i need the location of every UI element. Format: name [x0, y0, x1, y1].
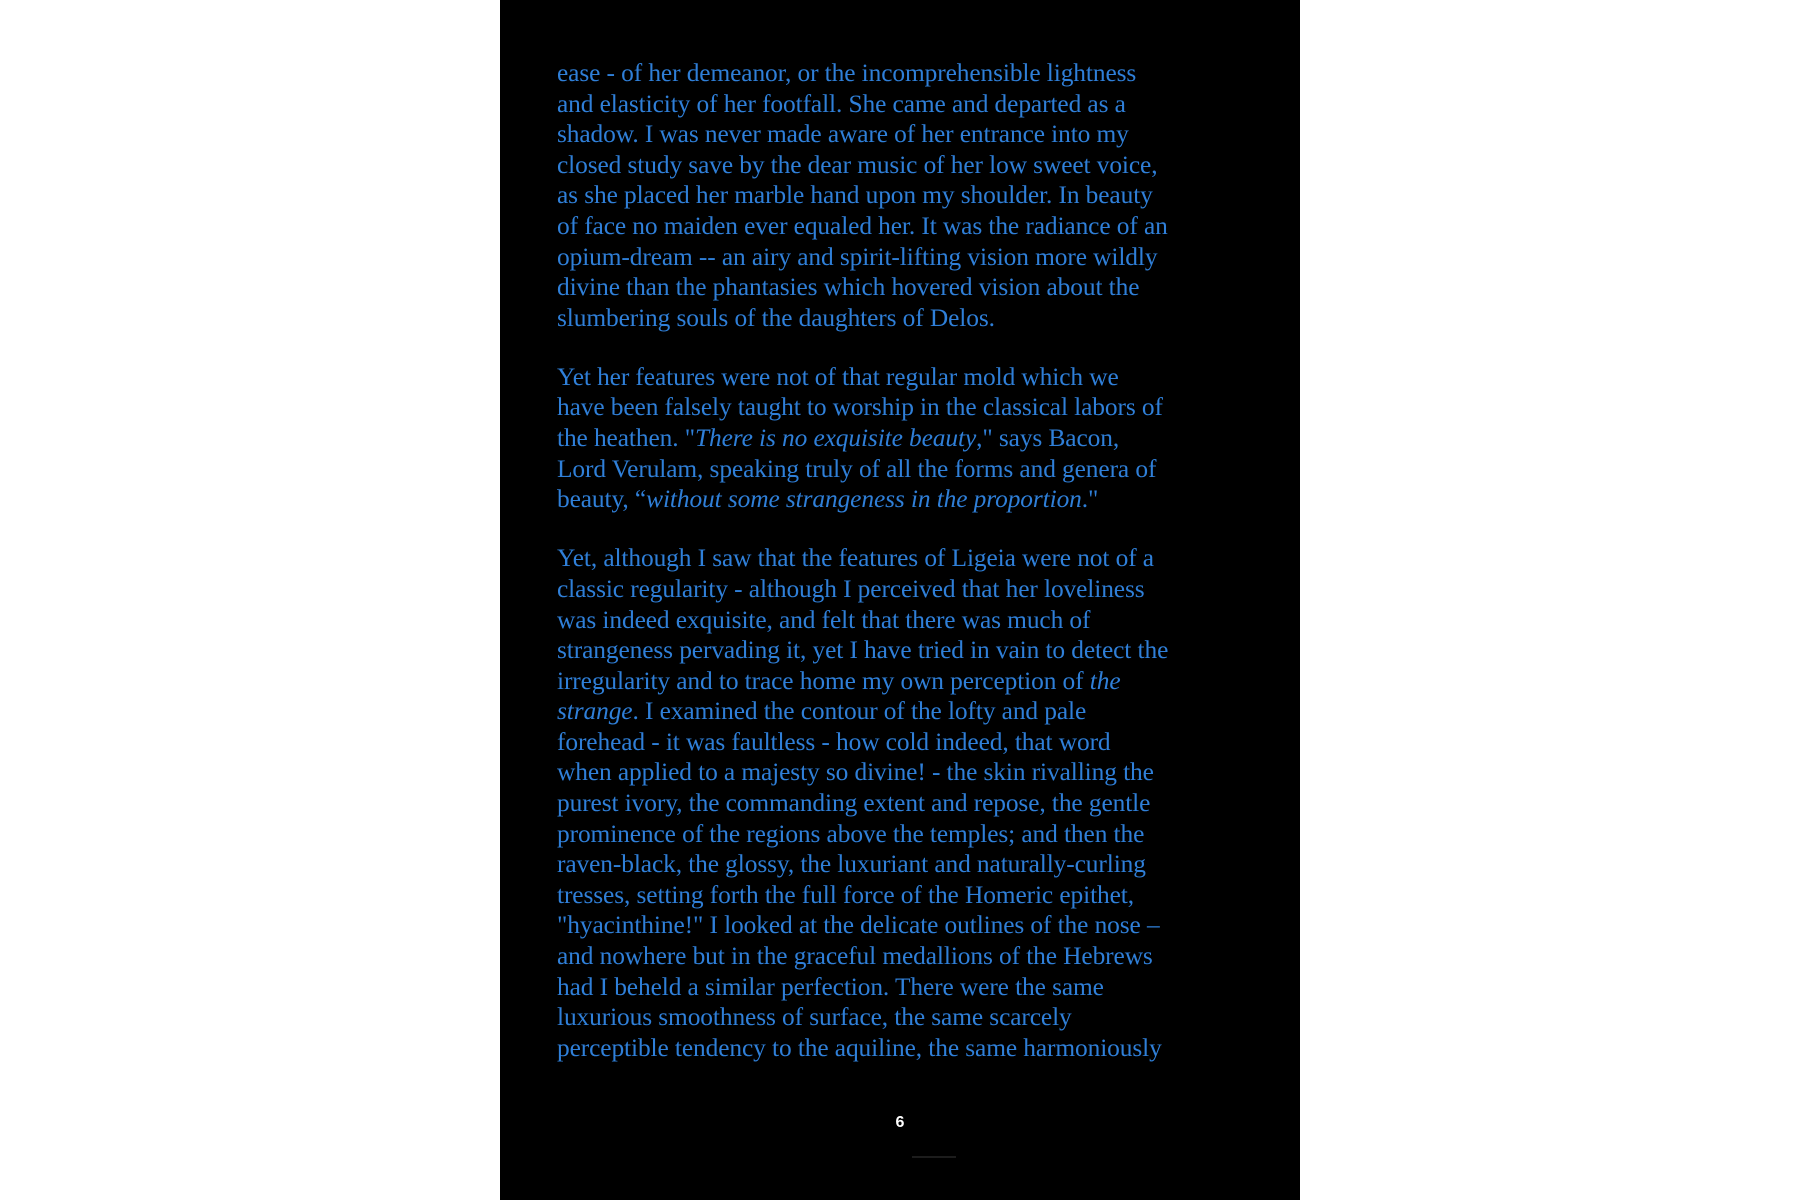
text-run: closed study save by the dear music of her low sweet voice, [557, 150, 1158, 179]
text-run: strangeness pervading it, yet I have tried in vain to detect the [557, 636, 1169, 665]
text-line [557, 484, 1257, 515]
text-line [557, 788, 1257, 819]
text-run: shadow. I was never made aware of her entrance into my [557, 120, 1129, 149]
text-line [557, 1033, 1257, 1064]
text-run: and elasticity of her footfall. She came and departed as a [557, 89, 1126, 118]
text-line [557, 392, 1257, 423]
text-run: perceptible tendency to the aquiline, the same harmoniously [557, 1033, 1162, 1062]
text-line [557, 635, 1257, 666]
text-run: when applied to a majesty so divine! - the skin rivalling the [557, 758, 1154, 787]
text-run: irregularity and to trace home my own perception of [557, 666, 1090, 695]
text-line [557, 727, 1257, 758]
text-run: ease - of her demeanor, or the incomprehensible lightness [557, 59, 1137, 87]
text-line [557, 119, 1257, 150]
text-line [557, 910, 1257, 941]
text-line [557, 574, 1257, 605]
text-line [557, 211, 1257, 242]
text-line [557, 972, 1257, 1003]
body-paragraph [557, 362, 1257, 515]
text-run: . I examined the contour of the lofty and pale [632, 697, 1087, 726]
document-page [500, 0, 1300, 1200]
text-run: ." [1081, 485, 1099, 514]
text-line [557, 272, 1257, 303]
text-run: the heathen. " [557, 424, 695, 453]
page-body-text [557, 58, 1257, 1092]
text-line [557, 605, 1257, 636]
text-line [557, 454, 1257, 485]
text-line [557, 303, 1257, 334]
text-run: opium-dream -- an airy and spirit-lifting vision more wildly [557, 242, 1158, 271]
text-line [557, 819, 1257, 850]
text-run: had I beheld a similar perfection. There were the same [557, 972, 1104, 1001]
text-run: luxurious smoothness of surface, the same scarcely [557, 1003, 1072, 1032]
text-run: divine than the phantasies which hovered vision about the [557, 273, 1140, 302]
text-run: of face no maiden ever equaled her. It was the radiance of an [557, 211, 1168, 240]
body-paragraph [557, 543, 1257, 1063]
text-run: Lord Verulam, speaking truly of all the forms and genera of [557, 454, 1157, 483]
text-line [557, 543, 1257, 574]
italic-text: strange [557, 697, 633, 726]
italic-text: There is no exquisite beauty [694, 424, 977, 453]
text-run: and nowhere but in the graceful medallions of the Hebrews [557, 942, 1153, 971]
text-run: forehead - it was faultless - how cold indeed, that word [557, 727, 1111, 756]
text-line [557, 757, 1257, 788]
text-line [557, 89, 1257, 120]
scan-artifact [912, 1156, 956, 1158]
text-run: "hyacinthine!" I looked at the delicate outlines of the nose – [557, 911, 1160, 940]
text-line [557, 423, 1257, 454]
text-line [557, 1002, 1257, 1033]
text-run: prominence of the regions above the temples; and then the [557, 819, 1145, 848]
text-line [557, 180, 1257, 211]
text-run: Yet, although I saw that the features of Ligeia were not of a [557, 544, 1154, 573]
text-run: purest ivory, the commanding extent and repose, the gentle [557, 789, 1151, 818]
text-run: raven-black, the glossy, the luxuriant and naturally-curling [557, 850, 1146, 879]
text-run: tresses, setting forth the full force of the Homeric epithet, [557, 880, 1134, 909]
text-run: Yet her features were not of that regular mold which we [557, 362, 1119, 391]
text-line [557, 880, 1257, 911]
italic-text: without some strangeness in the proportion [646, 485, 1082, 514]
text-run: slumbering souls of the daughters of Delos. [557, 303, 995, 332]
italic-text: the [1089, 666, 1121, 695]
body-paragraph [557, 58, 1257, 333]
text-line [557, 58, 1257, 89]
text-line [557, 849, 1257, 880]
text-run: as she placed her marble hand upon my shoulder. In beauty [557, 181, 1153, 210]
text-run: ," says Bacon, [976, 424, 1120, 453]
page-number: 6 [895, 1114, 905, 1131]
text-run: was indeed exquisite, and felt that there was much of [557, 605, 1091, 634]
text-line [557, 696, 1257, 727]
text-line [557, 242, 1257, 273]
text-line [557, 362, 1257, 393]
text-run: have been falsely taught to worship in the classical labors of [557, 393, 1163, 422]
text-line [557, 941, 1257, 972]
text-run: beauty, “ [557, 485, 647, 514]
text-line [557, 666, 1257, 697]
text-run: classic regularity - although I perceived that her loveliness [557, 574, 1145, 603]
text-line [557, 150, 1257, 181]
